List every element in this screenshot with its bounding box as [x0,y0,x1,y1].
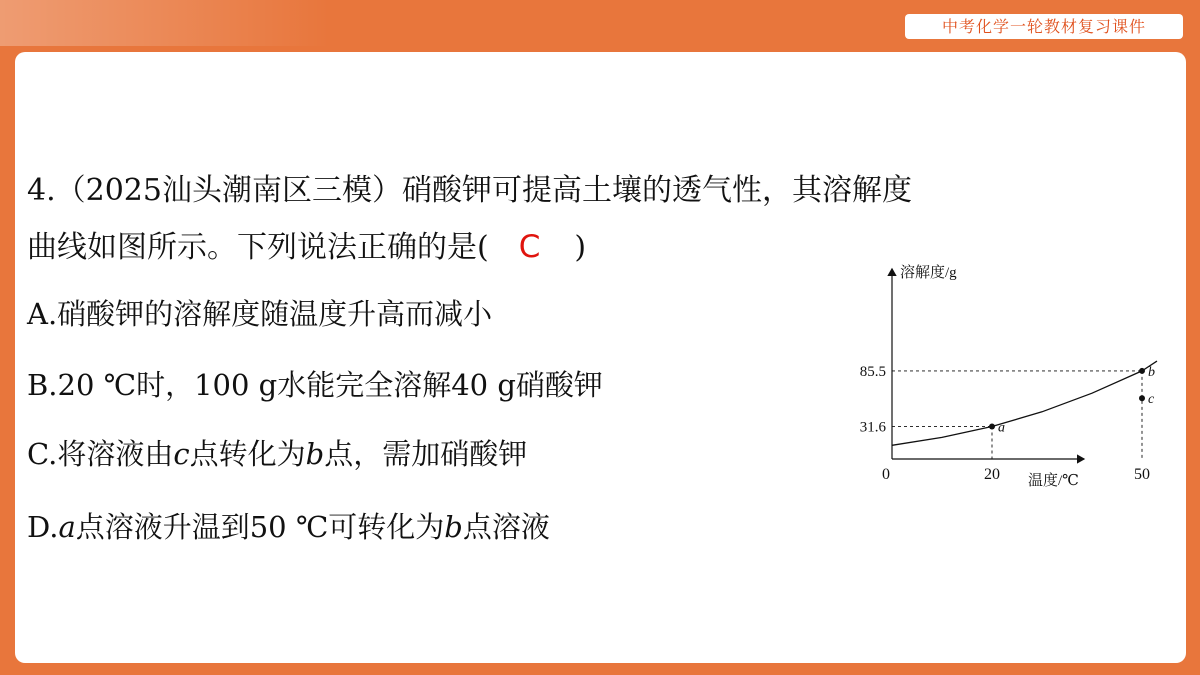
solubility-chart [852,264,1155,499]
x-tick-20: 20 [984,466,1000,483]
option-c-part1: C.将溶液由 [27,437,174,471]
point-label-b: b [1148,364,1155,380]
question-line-2 [27,222,586,266]
option-d-var-a: a [58,510,76,544]
option-d-part3: 点溶液 [462,510,550,544]
answer-letter: C [518,229,541,265]
y-axis-label: 溶解度/g [900,265,957,281]
course-badge: 中考化学一轮教材复习课件 [905,14,1183,39]
x-axis-label: 温度/℃ [1028,473,1079,489]
point-label-a: a [998,420,1005,436]
option-b: B.20 ℃时，100 g水能完全溶解40 g硝酸钾 [27,368,603,402]
question-line-2-text: 曲线如图所示。下列说法正确的是( [27,230,489,265]
point-b [1139,368,1145,374]
x-tick-50: 50 [1134,466,1150,483]
option-c [27,432,527,473]
option-d [27,505,550,546]
option-d-part2: 点溶液升温到50 ℃可转化为 [75,510,445,544]
option-c-var-b: b [305,437,325,471]
option-c-var-c: c [173,437,190,471]
option-c-part3: 点，需加硝酸钾 [324,437,528,471]
option-d-var-b: b [444,510,463,544]
option-c-part2: 点转化为 [189,437,306,471]
question-line-1: 4.（2025汕头潮南区三模）硝酸钾可提高土壤的透气性，其溶解度 [27,173,912,208]
content-card [15,52,1186,663]
question-paren-close: ) [574,230,587,265]
point-c [1139,395,1145,401]
point-label-c: c [1148,392,1155,408]
point-a [989,423,995,429]
y-tick-85.5: 85.5 [859,363,886,380]
y-tick-31.6: 31.6 [859,419,886,436]
origin-label: 0 [882,466,890,483]
option-d-part1: D. [27,510,59,544]
option-a: A.硝酸钾的溶解度随温度升高而减小 [27,297,493,331]
solubility-curve [892,361,1157,445]
header-highlight [0,0,330,46]
